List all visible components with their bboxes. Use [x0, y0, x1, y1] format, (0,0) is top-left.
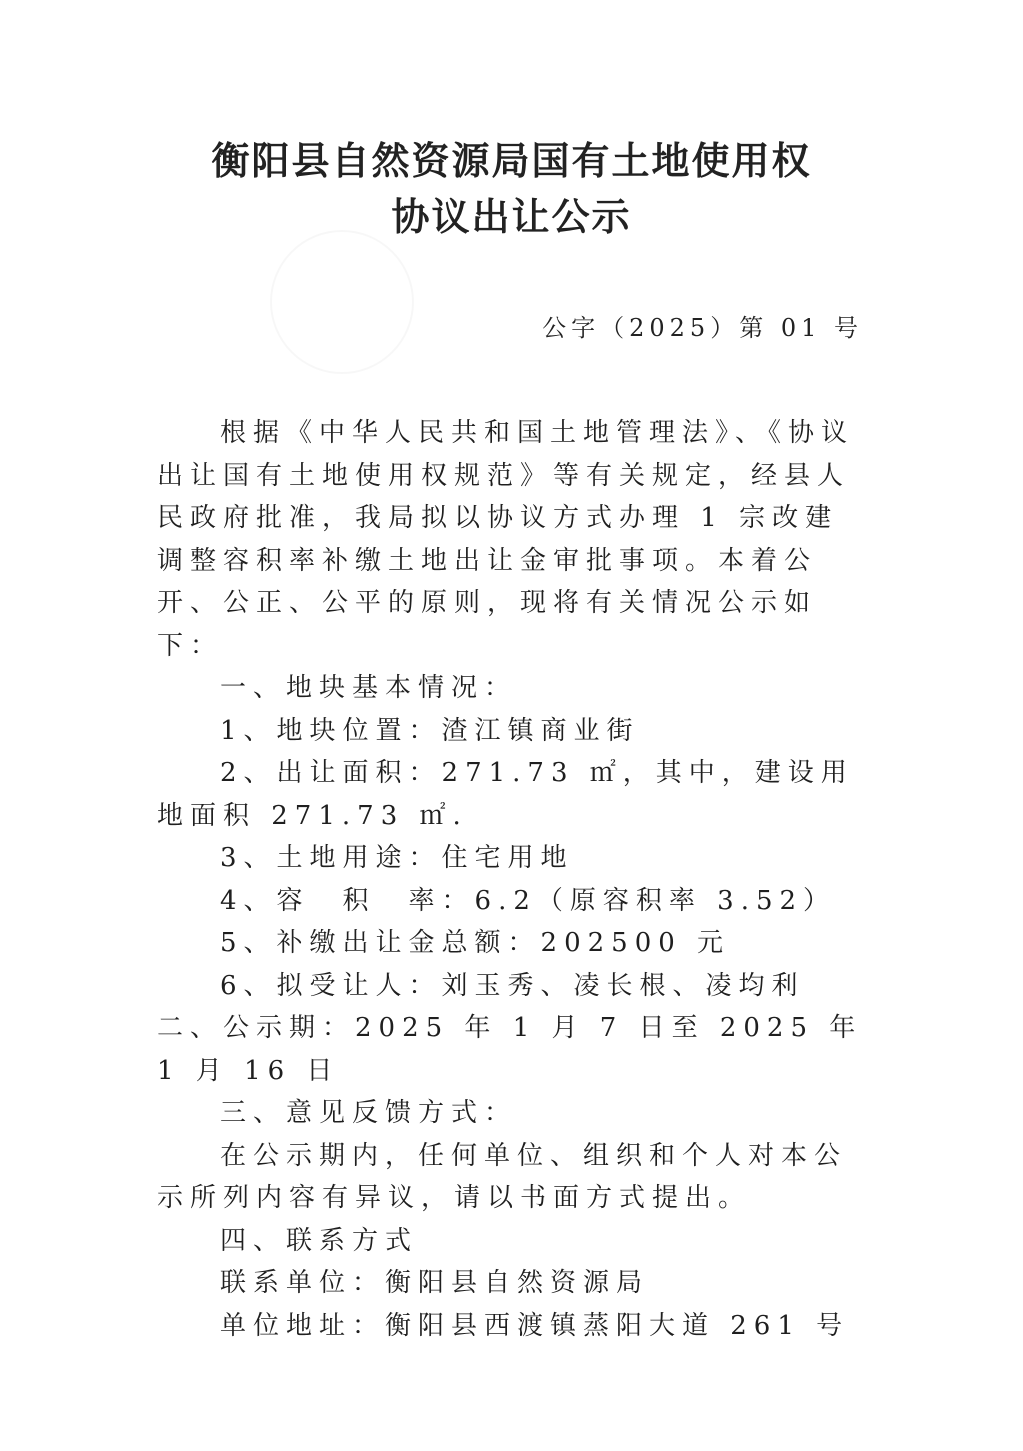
section-3-heading: 三、意见反馈方式：: [220, 1098, 518, 1128]
section-2-publicity-period: 二、公示期：2025 年 1 月 7 日至 2025 年 1 月 16 日: [157, 1013, 863, 1086]
document-number: 公字（2025）第 01 号: [542, 314, 863, 342]
faint-seal-mark: [270, 230, 414, 374]
item-land-use: 3、土地用途：住宅用地: [220, 843, 574, 873]
document-body: [157, 412, 867, 1347]
feedback-paragraph: 在公示期内，任何单位、组织和个人对本公示所列内容有异议，请以书面方式提出。: [157, 1140, 848, 1213]
item-plot-ratio: 4、容 积 率：6.2（原容积率 3.52）: [220, 885, 837, 916]
section-1-heading: 一、地块基本情况：: [220, 673, 518, 703]
contact-unit: 联系单位：衡阳县自然资源局: [220, 1268, 650, 1298]
item-transferee: 6、拟受让人：刘玉秀、凌长根、凌均利: [220, 970, 805, 1001]
intro-paragraph: 根据《中华人民共和国土地管理法》、《协议出让国有土地使用权规范》等有关规定，经县人民政府批准，我局拟以协议方式办理 1 宗改建调整容积率补缴土地出让金审批事项。本着公开、公正、公平的原则，现将有关情况公示如下：: [157, 418, 855, 661]
document-title-line2: 协议出让公示: [391, 195, 632, 239]
item-location: 1、地块位置：渣江镇商业街: [220, 715, 640, 746]
contact-address: 单位地址：衡阳县西渡镇蒸阳大道 261 号: [220, 1310, 850, 1341]
section-4-heading: 四、联系方式: [220, 1225, 419, 1256]
item-area: 2、出让面积：271.73 ㎡，其中，建设用地面积 271.73 ㎡.: [157, 758, 854, 831]
item-total-fee: 5、补缴出让金总额：202500 元: [220, 928, 731, 958]
document-title-line1: 衡阳县自然资源局国有土地使用权: [211, 139, 812, 183]
